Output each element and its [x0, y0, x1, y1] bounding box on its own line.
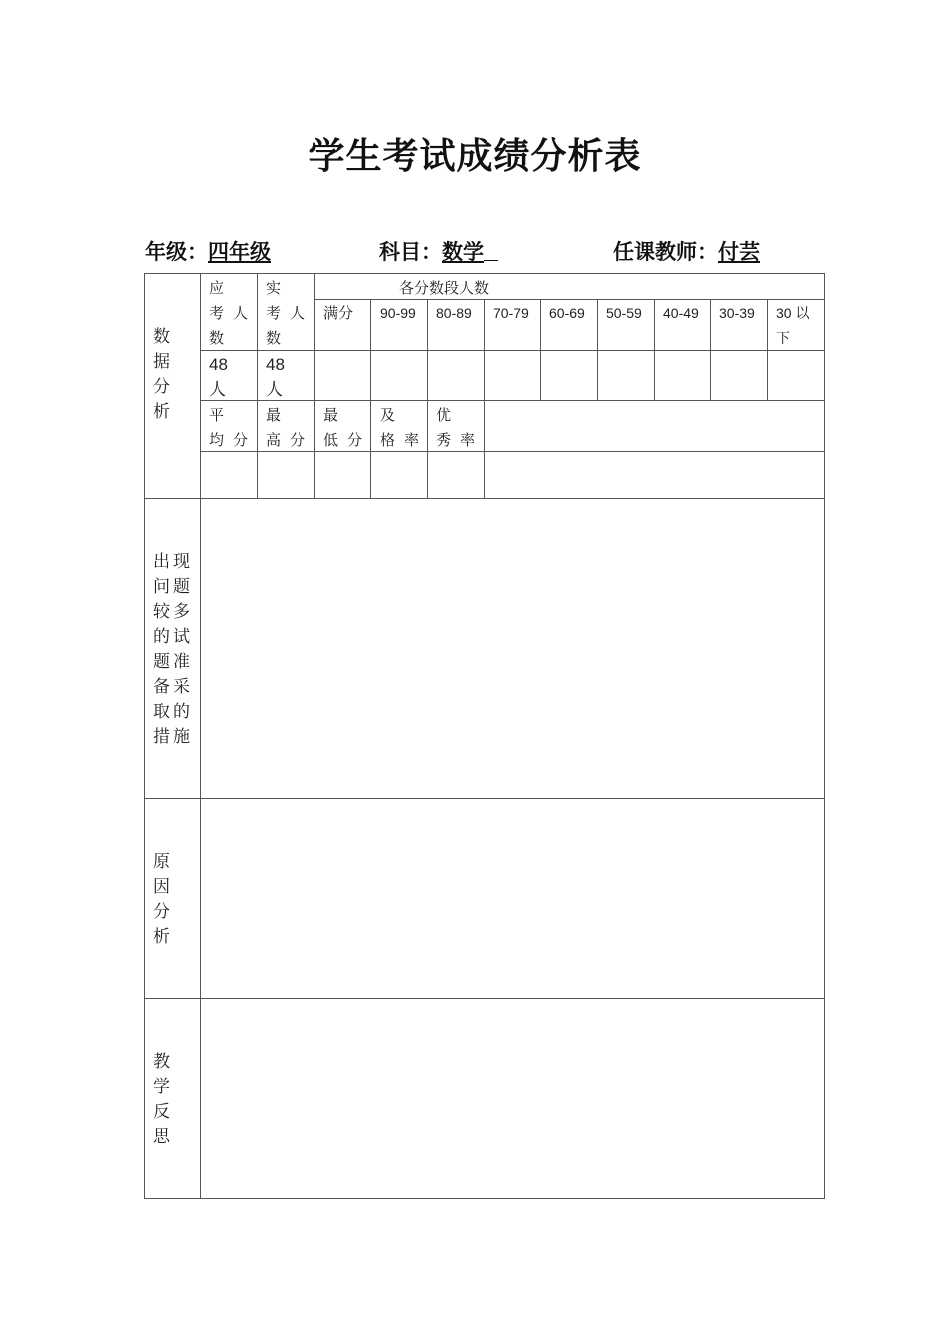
page-title: 学生考试成绩分析表: [308, 136, 642, 177]
actual-count-value: 48人: [266, 355, 285, 399]
subject-field: [379, 236, 498, 266]
table-rule: [767, 299, 768, 400]
table-rule: [144, 498, 825, 499]
subject-label: 科目：: [379, 240, 442, 264]
table-rule: [314, 299, 825, 300]
section-label-reflection: 教学反思: [153, 1052, 170, 1147]
table-rule: [710, 299, 711, 400]
table-rule: [597, 299, 598, 400]
teacher-field: [613, 236, 760, 266]
score-band-70-79: 70-79: [493, 305, 529, 321]
score-band-below-30: 30 以下: [776, 305, 810, 346]
table-rule: [654, 299, 655, 400]
score-band-60-69: 60-69: [549, 305, 585, 321]
grade-field: [145, 236, 271, 266]
table-rule: [201, 400, 825, 401]
score-band-full: 满分: [323, 304, 354, 322]
table-border-bottom: [144, 1198, 825, 1199]
table-rule: [484, 299, 485, 498]
excellent-rate-label: 优 秀率: [436, 406, 485, 449]
section-label-causes: 原因分析: [153, 852, 170, 947]
table-rule: [200, 273, 201, 1199]
highest-label: 最 高分: [266, 406, 315, 449]
subject-value: 数学: [442, 240, 484, 264]
score-band-header: 各分数段人数: [399, 279, 490, 297]
subject-underline: [484, 259, 498, 261]
teacher-value: 付芸: [718, 240, 760, 264]
score-band-50-59: 50-59: [606, 305, 642, 321]
table-rule: [144, 998, 825, 999]
grade-label: 年级：: [145, 240, 208, 264]
actual-count-label: 实 考人数: [266, 279, 315, 347]
table-border-left: [144, 273, 145, 1199]
table-rule: [370, 299, 371, 498]
score-band-90-99: 90-99: [380, 305, 416, 321]
table-border-top: [144, 273, 825, 274]
teacher-label: 任课教师：: [613, 240, 718, 264]
score-band-80-89: 80-89: [436, 305, 472, 321]
table-border-right: [824, 273, 825, 1199]
section-label-data-analysis: 数据分析: [153, 327, 170, 422]
expected-count-label: 应 考人数: [209, 279, 258, 347]
score-band-40-49: 40-49: [663, 305, 699, 321]
table-rule: [540, 299, 541, 400]
pass-rate-label: 及 格率: [380, 406, 429, 449]
lowest-label: 最 低分: [323, 406, 372, 449]
score-band-30-39: 30-39: [719, 305, 755, 321]
table-rule: [427, 299, 428, 498]
section-label-problems: 出现问题较多的试题准备采取的措施: [153, 552, 193, 747]
expected-count-value: 48人: [209, 355, 228, 399]
average-label: 平 均分: [209, 406, 258, 449]
grade-value: 四年级: [208, 240, 271, 264]
table-rule: [144, 798, 825, 799]
